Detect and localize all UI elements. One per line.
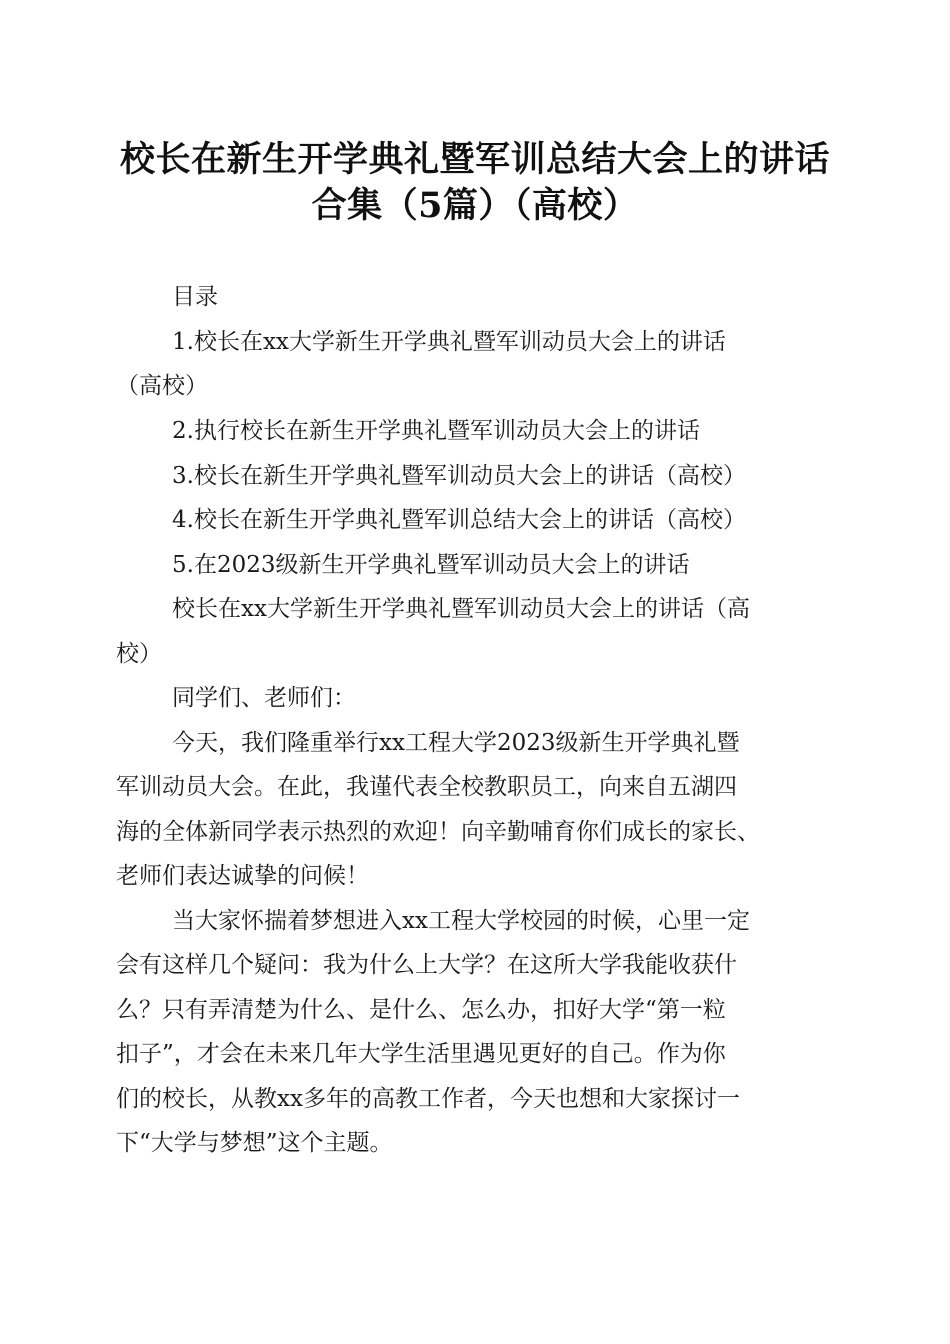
toc-item-5: 5.在2023级新生开学典礼暨军训动员大会上的讲话 (172, 552, 690, 578)
paragraph-2-line-5: 们的校长，从教xx多年的高教工作者，今天也想和大家探讨一 (116, 1086, 740, 1112)
section-heading: 校长在xx大学新生开学典礼暨军训动员大会上的讲话（高 (172, 596, 750, 622)
paragraph-1-line-3: 海的全体新同学表示热烈的欢迎！向辛勤哺育你们成长的家长、 (116, 819, 760, 845)
toc-item-1-continued: （高校） (116, 373, 208, 399)
toc-item-3: 3.校长在新生开学典礼暨军训动员大会上的讲话（高校） (172, 463, 746, 489)
paragraph-2-line-2: 会有这样几个疑问：我为什么上大学？在这所大学我能收获什 (116, 952, 737, 978)
paragraph-2-line-4: 扣子”，才会在未来几年大学生活里遇见更好的自己。作为你 (116, 1041, 726, 1067)
paragraph-2-line-1: 当大家怀揣着梦想进入xx工程大学校园的时候，心里一定 (172, 908, 750, 934)
paragraph-2-line-6: 下“大学与梦想”这个主题。 (116, 1130, 393, 1156)
paragraph-1-line-4: 老师们表达诚挚的问候！ (116, 863, 369, 889)
salutation: 同学们、老师们： (172, 685, 356, 711)
paragraph-2-line-3: 么？只有弄清楚为什么、是什么、怎么办，扣好大学“第一粒 (116, 997, 726, 1023)
paragraph-1-line-2: 军训动员大会。在此，我谨代表全校教职员工，向来自五湖四 (116, 774, 737, 800)
toc-item-4: 4.校长在新生开学典礼暨军训总结大会上的讲话（高校） (172, 507, 746, 533)
toc-item-1: 1.校长在xx大学新生开学典礼暨军训动员大会上的讲话 (172, 329, 726, 355)
document-title-line-2: 合集（5篇）（高校） (311, 185, 639, 226)
document-title-line-1: 校长在新生开学典礼暨军训总结大会上的讲话 (119, 139, 830, 180)
section-heading-continued: 校） (116, 641, 162, 667)
toc-item-2: 2.执行校长在新生开学典礼暨军训动员大会上的讲话 (172, 418, 700, 444)
toc-heading: 目录 (172, 284, 218, 310)
paragraph-1-line-1: 今天，我们隆重举行xx工程大学2023级新生开学典礼暨 (172, 730, 740, 756)
